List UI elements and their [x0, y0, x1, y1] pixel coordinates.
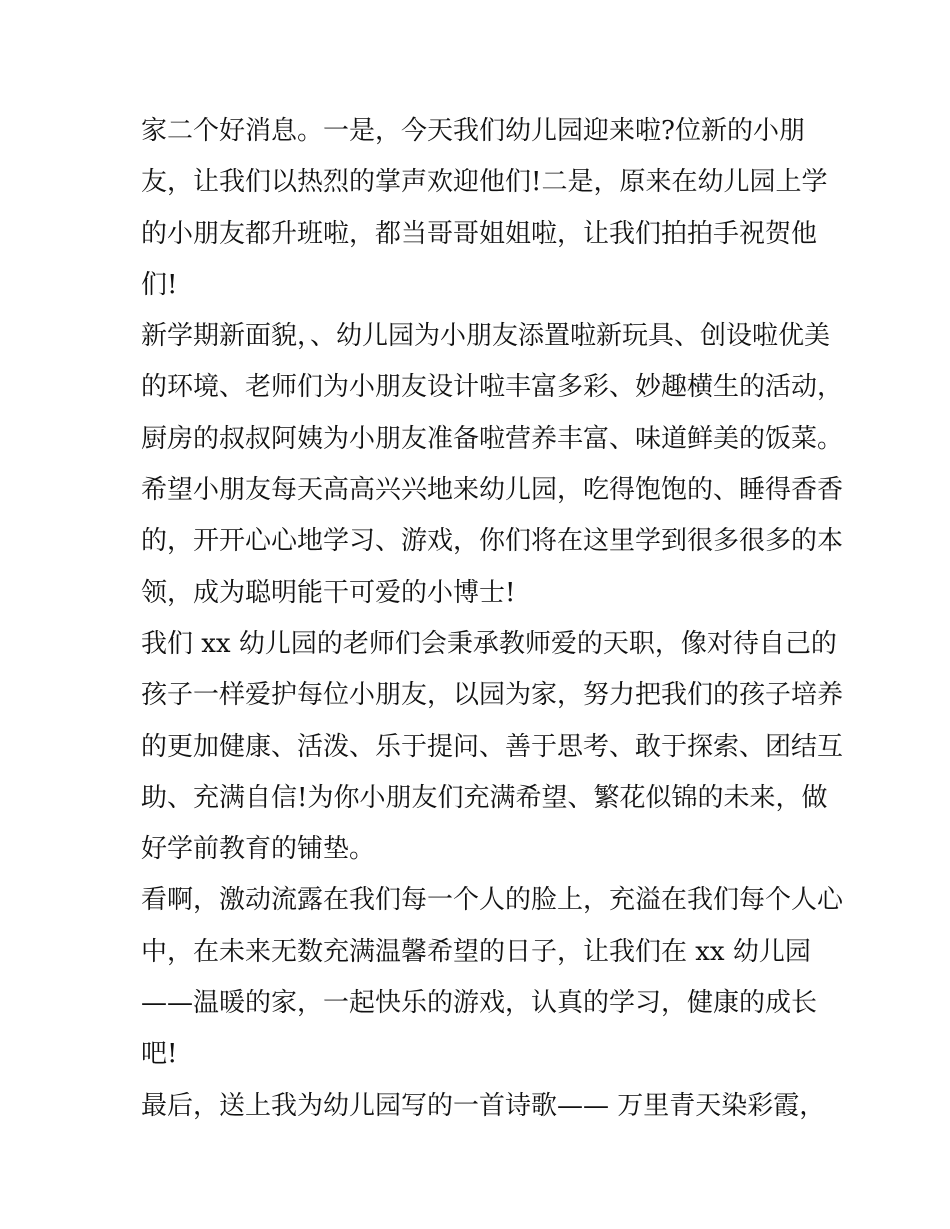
text-line: 助、充满自信!为你小朋友们充满希望、繁花似锦的未来，做 — [141, 782, 828, 813]
document-body — [141, 106, 844, 1132]
text-line: 们! — [141, 269, 178, 300]
text-line: 友，让我们以热烈的掌声欢迎他们!二是，原来在幼儿园上学 — [141, 167, 828, 198]
text-line: 家二个好消息。一是，今天我们幼儿园迎来啦?位新的小朋 — [141, 116, 805, 146]
text-line: 最后，送上我为幼儿园写的一首诗歌—— 万里青天染彩霞， — [141, 1090, 826, 1121]
text-line: 新学期新面貌，、幼儿园为小朋友添置啦新玩具、创设啦优美 — [141, 321, 831, 352]
text-line: ——温暖的家，一起快乐的游戏，认真的学习，健康的成长 — [141, 988, 818, 1019]
text-line: 我们 xx 幼儿园的老师们会秉承教师爱的天职，像对待自己的 — [141, 628, 837, 659]
text-line: 中，在未来无数充满温馨希望的日子，让我们在 xx 幼儿园 — [141, 936, 811, 967]
text-line: 吧! — [141, 1039, 178, 1070]
text-line: 孩子一样爱护每位小朋友，以园为家，努力把我们的孩子培养 — [141, 680, 844, 711]
text-line: 希望小朋友每天高高兴兴地来幼儿园，吃得饱饱的、睡得香香 — [141, 475, 844, 506]
text-line: 的环境、老师们为小朋友设计啦丰富多彩、妙趣横生的活动， — [141, 372, 844, 403]
text-line: 领，成为聪明能干可爱的小博士! — [141, 577, 516, 608]
text-line: 的，开开心心地学习、游戏，你们将在这里学到很多很多的本 — [141, 526, 844, 557]
text-line: 看啊，激动流露在我们每一个人的脸上，充溢在我们每个人心 — [141, 885, 844, 916]
text-line: 的小朋友都升班啦，都当哥哥姐姐啦，让我们拍拍手祝贺他 — [141, 218, 818, 249]
text-line: 厨房的叔叔阿姨为小朋友准备啦营养丰富、味道鲜美的饭菜。 — [141, 423, 844, 454]
text-line: 好学前教育的铺垫。 — [141, 834, 376, 865]
text-line: 的更加健康、活泼、乐于提问、善于思考、敢于探索、团结互 — [141, 731, 844, 762]
